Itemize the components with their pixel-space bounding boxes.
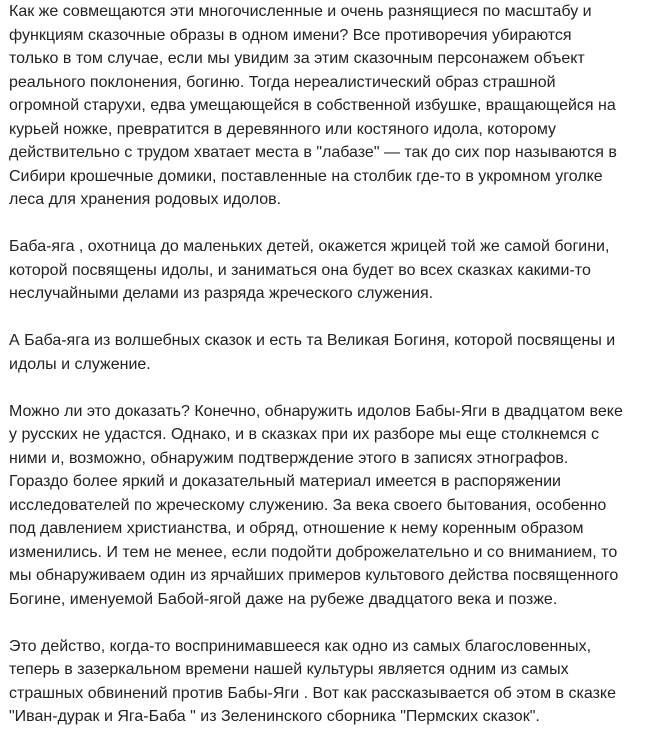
- text-line: Это действо, когда-то воспринимавшееся как одно из самых благословенных,: [9, 637, 592, 655]
- text-line: действительно с трудом хватает места в "лабазе" — так до сих пор называются в: [9, 144, 617, 161]
- paragraph-spacer: [9, 306, 655, 330]
- text-line: только в том случае, если мы увидим за этим сказочным персонажем объект: [9, 50, 585, 67]
- paragraph-spacer: [9, 376, 655, 400]
- paragraph-5: [9, 635, 655, 729]
- paragraph-3: [9, 329, 655, 376]
- text-line: Богине, именуемой Бабой-ягой даже на рубеже двадцатого века и позже.: [9, 590, 558, 608]
- text-line: Как же совмещаются эти многочисленные и очень разнящиеся по масштабу и: [9, 3, 592, 20]
- text-line: которой посвящены идолы, и заниматься она будет во всех сказках какими-то: [9, 261, 591, 279]
- text-line: Можно ли это доказать? Конечно, обнаружить идолов Бабы-Яги в двадцатом веке: [9, 402, 623, 420]
- text-line: у русских не удастся. Однако, и в сказках при их разборе мы еще столкнемся с: [9, 426, 599, 443]
- paragraph-spacer: [9, 212, 655, 236]
- text-line: под давлением христианства, и обряд, отношение к нему коренным образом: [9, 520, 584, 537]
- text-line: Гораздо более яркий и доказательный материал имеется в распоряжении: [9, 473, 561, 490]
- text-line: идолы и служение.: [9, 355, 151, 373]
- text-line: ними и, возможно, обнаружим подтверждение этого в записях этнографов.: [9, 449, 569, 467]
- text-line: огромной старухи, едва умещающейся в собственной избушке, вращающейся на: [9, 97, 616, 114]
- text-line: неслучайными делами из разряда жреческого служения.: [9, 285, 434, 302]
- paragraph-1: [9, 0, 655, 212]
- paragraph-4: [9, 400, 655, 612]
- text-line: изменились. И тем не менее, если подойти доброжелательно и со вниманием, то: [9, 543, 618, 561]
- text-line: реального поклонения, богиню. Тогда нереалистический образ страшной: [9, 73, 556, 91]
- paragraph-2: [9, 235, 655, 306]
- text-line: Баба-яга , охотница до маленьких детей, окажется жрицей той же самой богини,: [9, 238, 610, 255]
- text-line: функциям сказочные образы в одном имени? Все противоречия убираются: [9, 26, 572, 44]
- text-line: леса для хранения родовых идолов.: [9, 191, 282, 208]
- text-line: курьей ножке, превратится в деревянного или костяного идола, которому: [9, 120, 557, 138]
- text-line: исследователей по жреческому служению. За века своего бытования, особенно: [9, 496, 607, 514]
- text-line: "Иван-дурак и Яга-Баба " из Зеленинского сборника "Пермских сказок".: [9, 708, 540, 725]
- text-line: А Баба-яга из волшебных сказок и есть та Великая Богиня, которой посвящены и: [9, 332, 616, 349]
- text-line: страшных обвинений против Бабы-Яги . Вот как рассказывается об этом в сказке: [9, 684, 616, 702]
- text-line: теперь в зазеркальном времени нашей культуры является одним из самых: [9, 661, 569, 678]
- paragraph-spacer: [9, 611, 655, 635]
- text-line: мы обнаруживаем один из ярчайших примеров культового действа посвященного: [9, 567, 619, 584]
- text-line: Сибири крошечные домики, поставленные на столбик где-то в укромном уголке: [9, 167, 603, 185]
